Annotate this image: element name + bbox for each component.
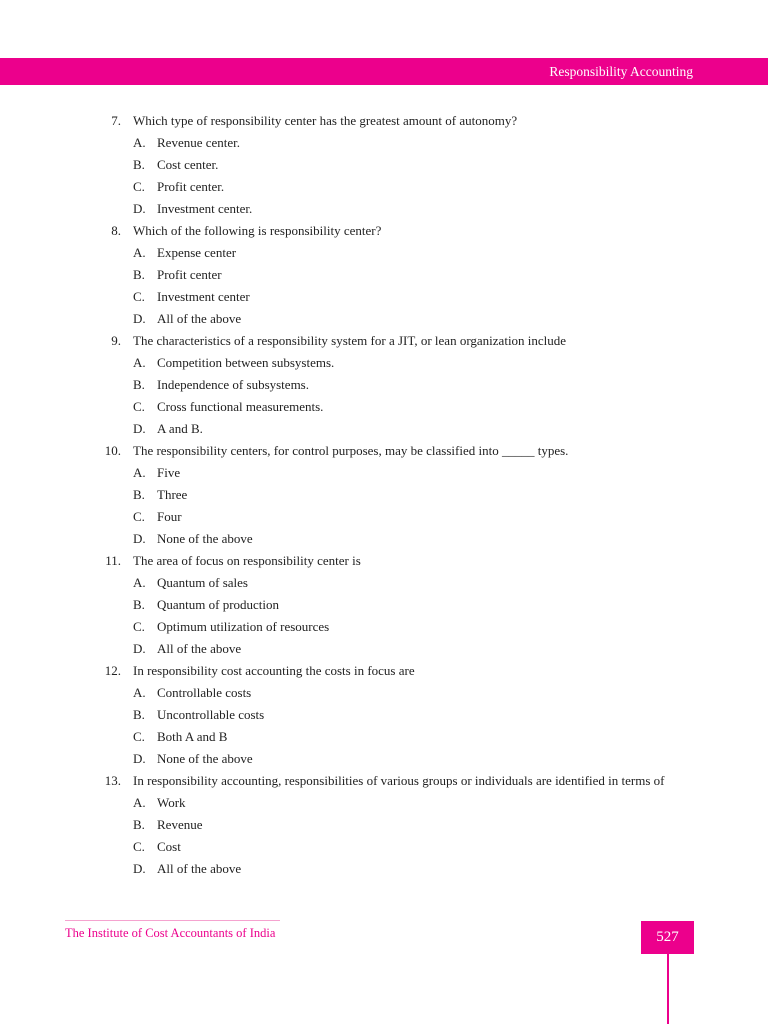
- option-letter: B.: [133, 157, 145, 172]
- option-letter: B.: [133, 817, 145, 832]
- option-text: Three: [157, 487, 188, 502]
- option-text: Revenue: [157, 817, 203, 832]
- option-text: Cost center.: [157, 157, 219, 172]
- option-12d: [0, 750, 768, 767]
- option-8d: [0, 310, 768, 327]
- option-12b: [0, 706, 768, 723]
- option-13a: [0, 794, 768, 811]
- option-letter: B.: [133, 597, 145, 612]
- option-letter: C.: [133, 179, 145, 194]
- question-7: [0, 112, 703, 129]
- question-text: In responsibility cost accounting the costs in focus are: [133, 663, 415, 678]
- option-text: Profit center.: [157, 179, 225, 194]
- option-letter: A.: [133, 795, 146, 810]
- option-letter: C.: [133, 509, 145, 524]
- option-text: None of the above: [157, 531, 253, 546]
- question-number: 7.: [111, 113, 121, 128]
- question-text: Which of the following is responsibility center?: [133, 223, 382, 238]
- option-text: Both A and B: [157, 729, 228, 744]
- option-letter: D.: [133, 531, 146, 546]
- option-letter: B.: [133, 707, 145, 722]
- option-13d: [0, 860, 768, 877]
- option-letter: B.: [133, 267, 145, 282]
- option-text: Competition between subsystems.: [157, 355, 335, 370]
- option-10a: [0, 464, 768, 481]
- option-9b: [0, 376, 768, 393]
- option-letter: A.: [133, 355, 146, 370]
- option-13b: [0, 816, 768, 833]
- question-number: 12.: [104, 663, 121, 678]
- option-letter: C.: [133, 619, 145, 634]
- option-letter: D.: [133, 201, 146, 216]
- option-10c: [0, 508, 768, 525]
- option-8c: [0, 288, 768, 305]
- option-text: Work: [157, 795, 186, 810]
- option-text: All of the above: [157, 861, 242, 876]
- option-letter: C.: [133, 289, 145, 304]
- option-7b: [0, 156, 768, 173]
- running-header-title: Responsibility Accounting: [549, 64, 693, 79]
- option-letter: C.: [133, 729, 145, 744]
- option-text: Revenue center.: [157, 135, 241, 150]
- option-12c: [0, 728, 768, 745]
- option-text: None of the above: [157, 751, 253, 766]
- option-text: Four: [157, 509, 182, 524]
- option-8b: [0, 266, 768, 283]
- option-10b: [0, 486, 768, 503]
- header-bar: [0, 58, 768, 85]
- question-text: The responsibility centers, for control purposes, may be classified into _____ types.: [133, 443, 569, 458]
- option-9a: [0, 354, 768, 371]
- question-9: [0, 332, 703, 349]
- option-7d: [0, 200, 768, 217]
- option-text: A and B.: [157, 421, 203, 436]
- option-letter: B.: [133, 377, 145, 392]
- page-number: 527: [656, 929, 679, 945]
- option-letter: A.: [133, 245, 146, 260]
- option-text: Investment center.: [157, 201, 253, 216]
- option-letter: D.: [133, 421, 146, 436]
- option-letter: B.: [133, 487, 145, 502]
- option-text: Five: [157, 465, 181, 480]
- footer-publisher: The Institute of Cost Accountants of India: [65, 926, 276, 940]
- option-letter: D.: [133, 751, 146, 766]
- question-8: [0, 222, 703, 239]
- option-letter: A.: [133, 465, 146, 480]
- option-text: Profit center: [157, 267, 222, 282]
- option-letter: D.: [133, 641, 146, 656]
- option-text: All of the above: [157, 641, 242, 656]
- question-text: The characteristics of a responsibility system for a JIT, or lean organization include: [133, 333, 567, 348]
- question-text: The area of focus on responsibility center is: [133, 553, 361, 568]
- option-text: Independence of subsystems.: [157, 377, 309, 392]
- question-number: 11.: [105, 553, 121, 568]
- option-text: Expense center: [157, 245, 237, 260]
- option-11a: [0, 574, 768, 591]
- page-number-rule: [667, 954, 669, 1024]
- option-11c: [0, 618, 768, 635]
- question-text: Which type of responsibility center has the greatest amount of autonomy?: [133, 113, 518, 128]
- question-12: [0, 662, 703, 679]
- option-text: Cost: [157, 839, 181, 854]
- option-letter: C.: [133, 839, 145, 854]
- question-number: 8.: [111, 223, 121, 238]
- option-11d: [0, 640, 768, 657]
- option-text: All of the above: [157, 311, 242, 326]
- option-letter: D.: [133, 861, 146, 876]
- question-number: 9.: [111, 333, 121, 348]
- question-number: 10.: [104, 443, 121, 458]
- option-letter: D.: [133, 311, 146, 326]
- option-letter: A.: [133, 685, 146, 700]
- option-letter: A.: [133, 575, 146, 590]
- option-7a: [0, 134, 768, 151]
- question-text: In responsibility accounting, responsibilities of various groups or individuals are identified in terms of: [133, 773, 665, 788]
- question-10: [0, 442, 703, 459]
- option-12a: [0, 684, 768, 701]
- option-7c: [0, 178, 768, 195]
- option-letter: C.: [133, 399, 145, 414]
- question-11: [0, 552, 703, 569]
- page-number-badge: [641, 921, 694, 954]
- option-10d: [0, 530, 768, 547]
- question-13: [0, 772, 703, 789]
- footer-divider: [65, 920, 280, 921]
- option-text: Cross functional measurements.: [157, 399, 324, 414]
- question-number: 13.: [104, 773, 121, 788]
- option-9d: [0, 420, 768, 437]
- option-13c: [0, 838, 768, 855]
- option-letter: A.: [133, 135, 146, 150]
- option-text: Uncontrollable costs: [157, 707, 265, 722]
- option-text: Optimum utilization of resources: [157, 619, 330, 634]
- option-8a: [0, 244, 768, 261]
- option-9c: [0, 398, 768, 415]
- option-text: Controllable costs: [157, 685, 252, 700]
- option-text: Investment center: [157, 289, 250, 304]
- option-11b: [0, 596, 768, 613]
- option-text: Quantum of sales: [157, 575, 248, 590]
- option-text: Quantum of production: [157, 597, 280, 612]
- question-list: [0, 112, 768, 882]
